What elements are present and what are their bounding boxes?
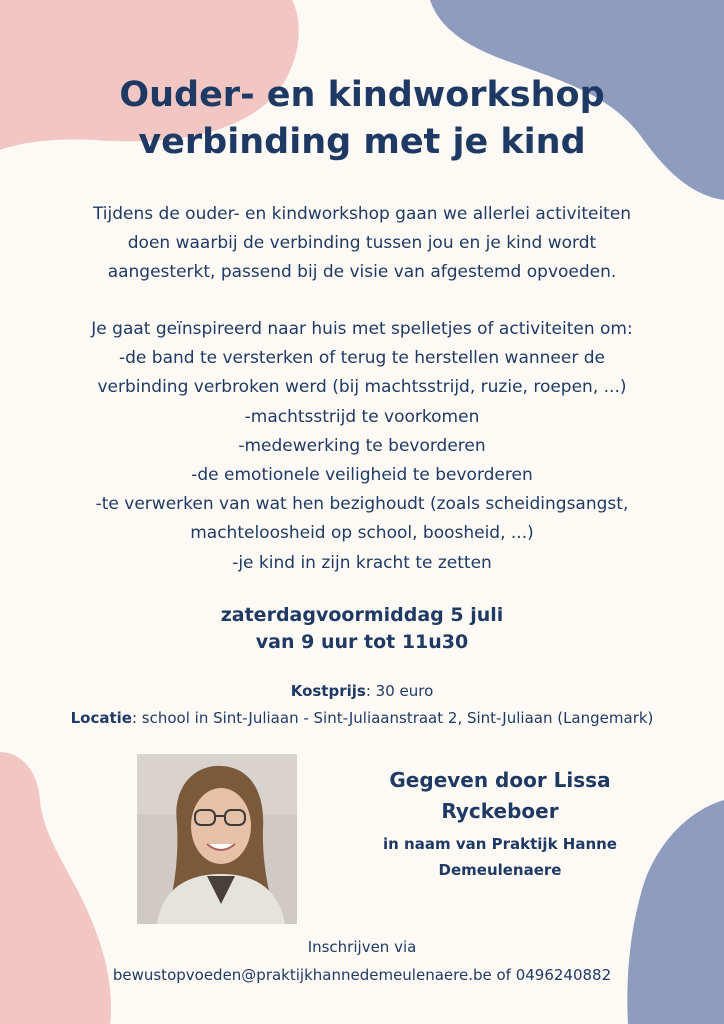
intro-line-2: doen waarbij de verbinding tussen jou en je kind wordt bbox=[127, 233, 597, 253]
presenter-photo bbox=[137, 754, 297, 924]
schedule-date: zaterdagvoormiddag 5 juli bbox=[220, 604, 504, 626]
signup-label: Inschrijven via bbox=[307, 938, 417, 956]
price-row bbox=[0, 678, 724, 705]
list-item: -de emotionele veiligheid te bevorderen bbox=[191, 465, 533, 486]
intro-line-3: aangesterkt, passend bij de visie van afgestemd opvoeden. bbox=[107, 262, 617, 282]
price-label: Kostprijs bbox=[290, 682, 366, 700]
presenter-org-line-1: in naam van Praktijk Hanne bbox=[383, 835, 617, 853]
title-line-1: Ouder- en kindworkshop bbox=[119, 75, 605, 115]
intro-line-1: Tijdens de ouder- en kindworkshop gaan we allerlei activiteiten bbox=[92, 204, 632, 224]
schedule-time: van 9 uur tot 11u30 bbox=[255, 631, 469, 653]
list-item: -de band te versterken of terug te herstellen wanneer de verbinding verbroken werd (bij machtsstrijd, ruzie, roepen, ...) bbox=[97, 348, 627, 398]
title-line-2: verbinding met je kind bbox=[138, 122, 586, 162]
event-details bbox=[0, 678, 724, 732]
price-value: : 30 euro bbox=[365, 682, 434, 700]
list-item: -machtsstrijd te voorkomen bbox=[244, 406, 480, 427]
list-item: -medewerking te bevorderen bbox=[238, 435, 486, 456]
activities-list bbox=[30, 315, 694, 578]
schedule bbox=[0, 602, 724, 656]
location-row bbox=[0, 705, 724, 732]
presenter-info bbox=[350, 765, 650, 883]
presenter-name-line-2: Ryckeboer bbox=[441, 799, 559, 823]
presenter-org-line-2: Demeulenaere bbox=[438, 861, 562, 879]
page-title bbox=[0, 72, 724, 166]
list-item: -je kind in zijn kracht te zetten bbox=[232, 552, 492, 573]
intro-paragraph bbox=[40, 200, 684, 287]
signup-info bbox=[0, 933, 724, 989]
activities-heading: Je gaat geïnspireerd naar huis met spelletjes of activiteiten om: bbox=[91, 319, 633, 339]
list-item: -te verwerken van wat hen bezighoudt (zoals scheidingsangst, machteloosheid op school, boosheid, ...) bbox=[95, 494, 629, 544]
location-value: : school in Sint-Juliaan - Sint-Juliaanstraat 2, Sint-Juliaan (Langemark) bbox=[131, 709, 654, 727]
presenter-name-line-1: Gegeven door Lissa bbox=[389, 768, 611, 792]
location-label: Locatie bbox=[70, 709, 132, 727]
signup-contact[interactable]: bewustopvoeden@praktijkhannedemeulenaere.be of 0496240882 bbox=[112, 966, 612, 984]
